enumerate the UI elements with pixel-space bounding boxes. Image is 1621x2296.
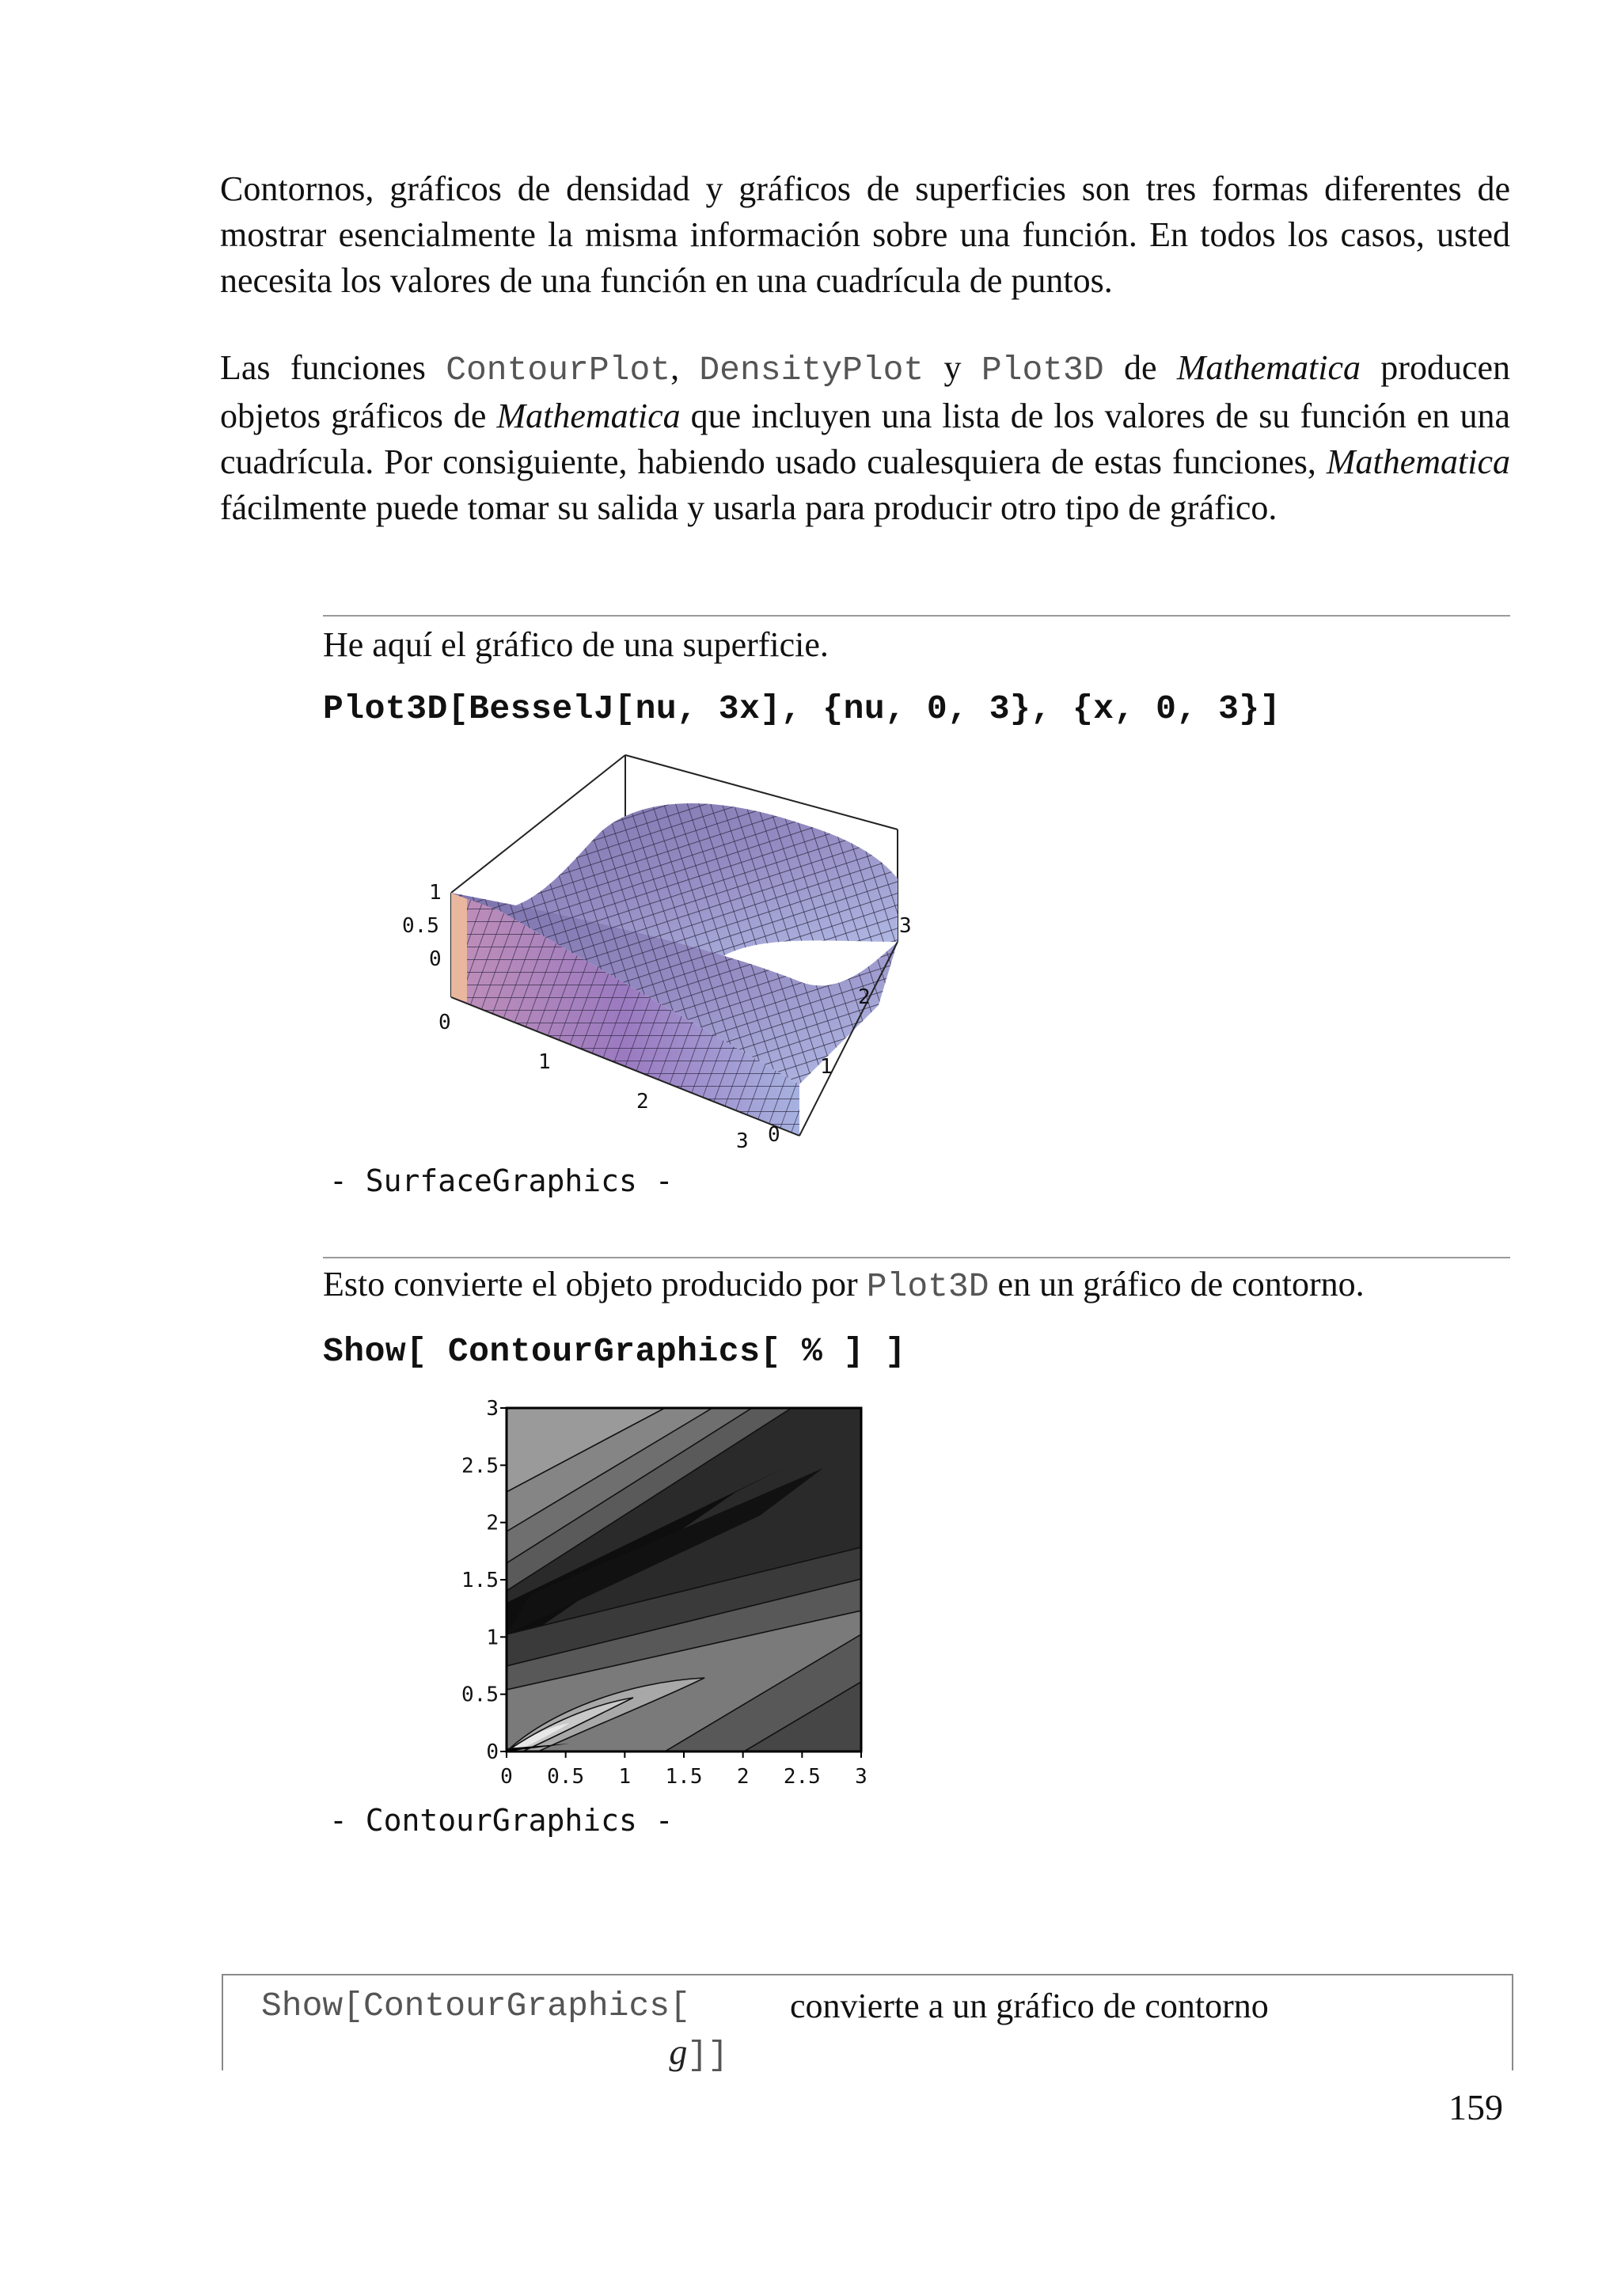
cell-divider [323,1257,1510,1258]
x-tick-label: 0 [500,1765,513,1789]
text-run: de [1103,348,1177,387]
italic-mathematica: Mathematica [1326,442,1510,481]
y-tick-label: 2.5 [461,1454,499,1478]
z-tick: 0.5 [402,914,439,938]
text-run: producen objetos gráficos de [220,348,1510,435]
y-tick-label: 3 [486,1397,499,1421]
page-number: 159 [1448,2087,1503,2127]
nu-tick: 2 [636,1090,649,1114]
x-tick: 3 [899,914,912,938]
code-line-2 [261,2029,728,2078]
italic-mathematica: Mathematica [496,397,681,435]
code-line-2-rest: ]] [687,2036,728,2074]
x-tick-label: 3 [855,1765,867,1789]
x-tick-label: 1 [618,1765,632,1789]
code-densityplot: DensityPlot [699,351,924,389]
x-tick: 2 [858,985,871,1009]
surface-plot [388,744,926,1171]
text-run: en un gráfico de contorno. [989,1265,1365,1304]
italic-arg: g [669,2032,688,2072]
intro-paragraph: Contornos, gráficos de densidad y gráficos de superficies son tres formas diferentes de mostrar esencialmente la misma información sobre una función. En todos los casos, usted necesita los valores de una función en una cuadrícula de puntos. [220,169,1510,300]
code-line-1: Show[ContourGraphics[ [261,1987,690,2025]
text-run: fácilmente puede tomar su salida y usarla para producir otro tipo de gráfico. [220,488,1277,527]
code-plot3d-inline: Plot3D [866,1267,989,1306]
cell2-output-caption: - ContourGraphics - [329,1803,674,1838]
text-run: Las funciones [220,348,446,387]
cell2-text [323,1262,1365,1310]
nu-tick: 3 [736,1129,749,1153]
nu-tick: 0 [438,1011,451,1034]
x-tick-label: 2 [736,1765,750,1789]
nu-tick: 1 [538,1050,551,1074]
text-run: y [924,348,981,387]
contour-plot [427,1397,886,1816]
cell1-output-caption: - SurfaceGraphics - [329,1163,674,1198]
cell-divider [323,615,1510,617]
z-tick: 1 [429,881,442,905]
table-function-description: convierte a un gráfico de contorno [790,1987,1269,2025]
cell2-input-code[interactable]: Show[ ContourGraphics[ % ] ] [323,1332,906,1371]
z-tick: 0 [429,947,442,971]
x-tick-label: 1.5 [665,1765,703,1789]
text-run: Esto convierte el objeto producido por [323,1265,867,1304]
text-run: que incluyen una lista de los valores de su función en una cuadrícula. Por consiguiente, habiendo usado cualesquiera de estas funciones, [220,397,1510,481]
y-tick-label: 1 [486,1626,499,1650]
x-tick: 0 [768,1123,780,1147]
y-tick-label: 0.5 [461,1683,499,1707]
y-tick-label: 1.5 [461,1569,499,1592]
y-tick-label: 0 [486,1740,499,1764]
code-plot3d: Plot3D [981,351,1104,389]
italic-mathematica: Mathematica [1176,348,1361,387]
table-function-code [261,1983,728,2078]
text-run: , [670,348,700,387]
cell1-input-code[interactable]: Plot3D[BesselJ[nu, 3x], {nu, 0, 3}, {x, 0, 3}] [323,689,1281,728]
x-tick-label: 2.5 [783,1765,821,1789]
function-table [222,1974,1513,2074]
functions-paragraph [220,345,1510,531]
x-tick: 1 [820,1055,833,1079]
x-tick-label: 0.5 [547,1765,585,1789]
code-contourplot: ContourPlot [446,351,671,389]
y-tick-label: 2 [486,1511,499,1535]
cell1-text: He aquí el gráfico de una superficie. [323,625,829,664]
